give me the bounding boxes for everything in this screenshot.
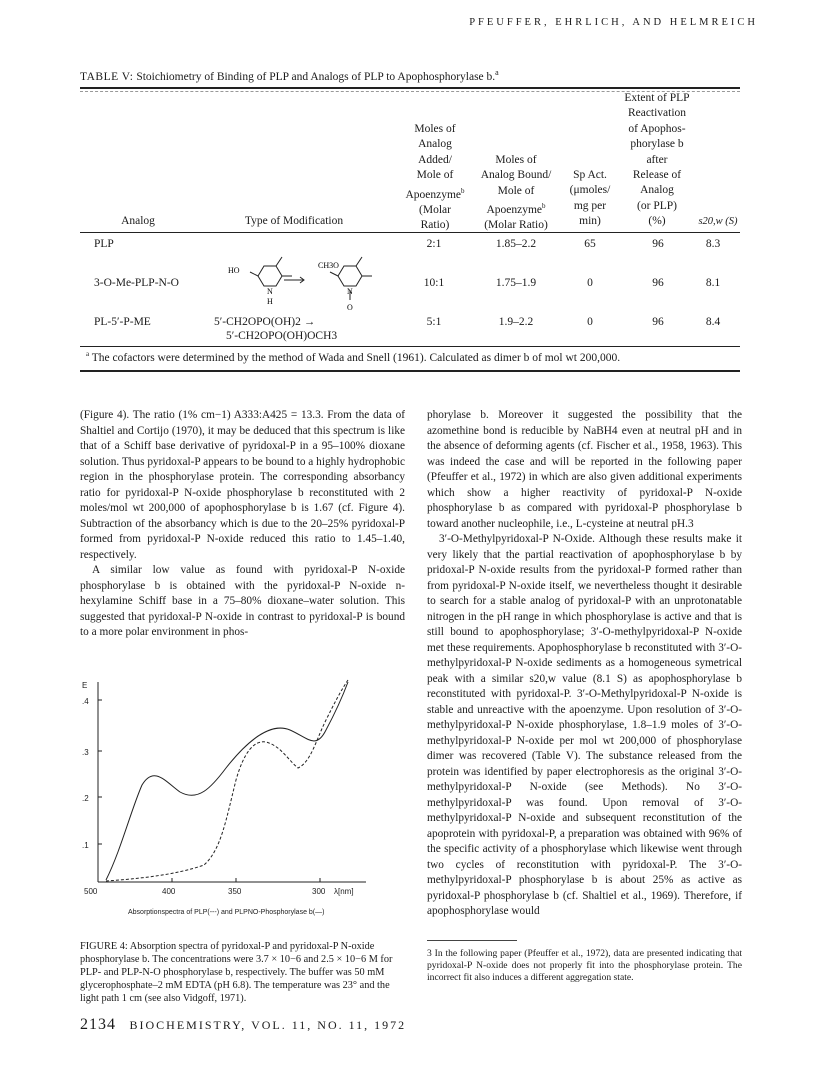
header-s20: s20,w (S) (698, 216, 738, 227)
left-paragraph-1: (Figure 4). The ratio (1% cm−1) A333:A425 = 13.3. From the data of Shaltiel and Cortijo (1970), it may be deduced that this spectrum is like that of a Schiff base derivative of pyridoxal-P in a 95–100% dioxane solution. Thus pyridoxal-P appears to be bound to a highly hydrophobic region in the phosphorylase protein. The corresponding absorbancy ratio for pyridoxal-P N-oxide phosphorylase b reconstituted with 2 moles/mol wt 200,000 of apophosphorylase b is 1.67 (cf. Figure 4). Subtraction of the absorbancy which is due to the 20–25% pyridoxal-P formed from pyridoxal-P N-oxide reduced this ratio to 1.45–1.40, respectively. (80, 409, 405, 561)
h-added-mark: b (461, 186, 465, 195)
x-tick-label-500: 500 (84, 887, 98, 896)
h-bound-3 (468, 199, 564, 218)
left-paragraph-2: A similar low value as found with pyridoxal-P N-oxide phosphorylase b is obtained with the pyridoxal-P N-oxide n-hexylamine Schiff base in a 75–80% dioxane–water solution. This suggested that pyridoxal-P N-oxide in contrast to pyridoxal-P is bound to a more polar environment in phos- (80, 564, 405, 638)
struct-ch3o: CH3O (318, 261, 339, 270)
header-moles-added (392, 122, 478, 234)
series-plpno-phosphorylase-line (106, 682, 348, 880)
struct-n-left: N (267, 287, 273, 296)
table-label: TABLE V: (80, 70, 134, 83)
struct-ho: HO (228, 266, 240, 275)
figure-4-spectra-plot (76, 670, 406, 932)
row2-structure-diagram (222, 254, 392, 314)
footnote-3: 3 In the following paper (Pfeuffer et al., 1972), data are presented indicating that pyridoxal-P N-oxide does not properly fit into the phosphorylase protein. The incorrect fit also induces a different aggregation state. (427, 948, 742, 983)
x-axis-unit: λ[nm] (334, 887, 354, 896)
row3-mod: 5′-CH2OPO(OH)2 → (214, 316, 316, 328)
header-sp-act (560, 168, 620, 230)
right-column (427, 408, 742, 920)
y-tick-label-01: .1 (82, 841, 89, 850)
h-ext-7: (or PLP) (637, 199, 677, 212)
table-footnote-text: The cofactors were determined by the method of Wada and Snell (1961). Calculated as dimer b of mol wt 200,000. (91, 351, 621, 364)
h-bound-4: (Molar Ratio) (484, 219, 548, 232)
page-number: 2134 (80, 1016, 116, 1033)
table-footnote (86, 350, 620, 364)
h-bound-1: Analog Bound/ (480, 169, 552, 182)
h-added-4-text: Apoenzyme (405, 188, 462, 201)
y-tick-label-02: .2 (82, 794, 89, 803)
left-column (80, 408, 405, 641)
h-added-4 (392, 184, 478, 203)
ring-right-bond-1 (356, 257, 362, 266)
row1-bound: 1.85–2.2 (495, 238, 537, 250)
h-sp-0: Sp Act. (573, 169, 607, 181)
struct-n-right: N (347, 287, 353, 296)
row3-added: 5:1 (426, 316, 442, 328)
figure-caption: FIGURE 4: Absorption spectra of pyridoxal-P and pyridoxal-P N-oxide phosphorylase b. The concentrations were 3.7 × 10−6 and 2.5 × 10−6 M for PLP- and PLP-N-O phosphorylase b, respectively. The buffer was 50 mM glycerophosphate–2 mM EDTA (pH 6.8). The temperature was 23° and the light path 1 cm (see also Vidgoff, 1971). (80, 941, 393, 1004)
row2-s20: 8.1 (705, 277, 721, 289)
row3-spact: 0 (587, 316, 593, 328)
h-ext-6: Analog (640, 184, 674, 197)
h-ext-3: phorylase b (630, 138, 684, 151)
h-sp-2: mg per (573, 199, 607, 212)
page-footer (80, 1016, 406, 1034)
struct-o: O (347, 303, 353, 312)
ring-left-bond-3 (250, 272, 258, 276)
row3-analog: PL-5′-P-ME (94, 316, 151, 328)
table-top-rule (80, 87, 740, 89)
struct-h: H (267, 297, 273, 306)
h-added-3: Mole of (416, 169, 454, 182)
h-bound-2: Mole of (497, 184, 535, 197)
x-tick-label-350: 350 (228, 887, 242, 896)
h-bound-mark: b (542, 202, 546, 211)
row2-bound: 1.75–1.9 (495, 277, 537, 289)
journal-citation: BIOCHEMISTRY, VOL. 11, NO. 11, 1972 (129, 1018, 407, 1032)
header-extent (612, 91, 702, 230)
ring-right-bond-3 (330, 272, 338, 276)
x-tick-label-400: 400 (162, 887, 176, 896)
table-title-mark: a (495, 68, 499, 77)
y-tick-label-03: .3 (82, 748, 89, 757)
row1-extent: 96 (652, 238, 664, 250)
row1-added: 2:1 (426, 238, 442, 250)
series-plp-dashed-line (106, 680, 348, 881)
table-footnote-mark-a: a (86, 350, 90, 358)
figure-inner-title: Absorptionspectra of PLP(---) and PLPNO-Phosphorylase b(—) (128, 909, 325, 916)
row3-extent: 96 (652, 316, 664, 328)
table-header-rule (80, 232, 740, 233)
h-ext-8: (%) (648, 215, 666, 228)
h-sp-1: (μmoles/ (569, 184, 611, 197)
running-head: PFEUFFER, EHRLICH, AND HELMREICH (469, 17, 758, 28)
row2-spact: 0 (587, 277, 593, 289)
ring-left (258, 266, 282, 286)
h-ext-4: after (646, 153, 668, 166)
right-paragraph-2: 3′-O-Methylpyridoxal-P N-Oxide. Although these results make it very likely that the partial reactivation of apophosphorylase b by pridoxal-P N-oxide results from the pyridoxal-P formed rather than from pyridoxal-P N-oxide itself, we nevertheless thought it desirable to search for a stable analog of pyridoxal-P with an unprotonatable nitrogen in the pH range in which phosphorylase is active and that is still bound to apophosphorylase; 3′-O-methylpyridoxal-P N-oxide met these requirements. Apophosphorylase b reconstituted with 3′-O-methylpyridoxal-P N-oxide sediments as a homogeneous symetrical peak with a similar s20,w value (8.1 S) as apophosphorylase b reconstituted with pyridoxal-P. 3′-O-Methylpyridoxal-P N-oxide is stable and unreactive with the apoenzyme. Upon resolution of 3′-O-methylpyridoxal-P N-oxide phosphorylase, 1.8–1.9 moles of 3′-O-methylpyridoxal-P N-oxide per mol wt 200,000 of phosphorylase dimer was recovered (Table V). The substance released from the protein was identified by paper electrophoresis as the original 3′-O-methylpyridoxal-P N-oxide (see Methods). No 3′-O-methylpyridoxal-P was found. Upon removal of 3′-O-methylpyridoxal-P N-oxide and subsequent reconstitution of the apoprotein with pyridoxal-P, a preparation was obtained with 96% of the specific activity of a phosphorylase which likewise went through two cycles of reconstitution with pyridoxal-P. The 3′-O-methylpyridoxal-P phosphorylase b is about 25% as active as pyridoxal-P phosphorylase b (cf. Shaltiel et al., 1969). Therefore, if apophosphorylase would (427, 533, 742, 917)
table-bottom-rule (80, 370, 740, 372)
row3-s20: 8.4 (705, 316, 721, 328)
row1-spact: 65 (584, 238, 596, 250)
x-tick-label-300: 300 (312, 887, 326, 896)
row3-mod2: 5′-CH2OPO(OH)OCH3 (226, 330, 338, 342)
table-title: Stoichiometry of Binding of PLP and Analogs of PLP to Apophosphorylase b. (136, 70, 496, 83)
row1-s20: 8.3 (705, 238, 721, 250)
h-ext-0: Extent of PLP (624, 92, 690, 104)
h-bound-3-text: Apoenzyme (486, 204, 543, 217)
h-added-6: Ratio) (420, 219, 450, 232)
row2-extent: 96 (652, 277, 664, 289)
table-caption (80, 68, 499, 83)
h-added-5: (Molar (419, 203, 451, 216)
ring-right (338, 266, 362, 286)
footnote-divider (427, 940, 517, 941)
h-added-2: Added/ (418, 153, 452, 166)
h-sp-3: min) (579, 215, 601, 228)
y-tick-label-04: .4 (82, 697, 89, 706)
row1-analog: PLP (94, 238, 114, 250)
row3-bound: 1.9–2.2 (498, 316, 534, 328)
header-analog: Analog (121, 215, 155, 227)
h-ext-2: of Apophos- (628, 122, 686, 135)
right-paragraph-1: phorylase b. Moreover it suggested the possibility that the azomethine bond is reducible by NaBH4 even at neutral pH and in the absence of deforming agents (cf. Fischer et al., 1958, 1963). This was indeed the case and will be reported in the following paper (Pfeuffer et al., 1972) in which are also given additional experiments which show a higher reactivity of pyridoxal-P N-oxide phosphorylase b as compared with pyridoxal-P phosphorylase b toward another nucleophile, i.e., L-cysteine at neutral pH.3 (427, 409, 742, 530)
h-ext-5: Release of (632, 169, 682, 182)
row2-analog: 3-O-Me-PLP-N-O (94, 277, 179, 289)
h-ext-1: Reactivation (627, 107, 687, 120)
row2-added: 10:1 (423, 277, 445, 289)
h-added-0: Moles of (414, 123, 456, 135)
table-body-rule (80, 346, 740, 347)
h-added-1: Analog (418, 138, 452, 151)
header-moles-bound (468, 153, 564, 234)
header-type: Type of Modification (244, 215, 344, 227)
ring-left-bond-1 (276, 257, 282, 266)
y-axis-label: E (82, 681, 88, 690)
h-bound-0: Moles of (495, 154, 537, 166)
